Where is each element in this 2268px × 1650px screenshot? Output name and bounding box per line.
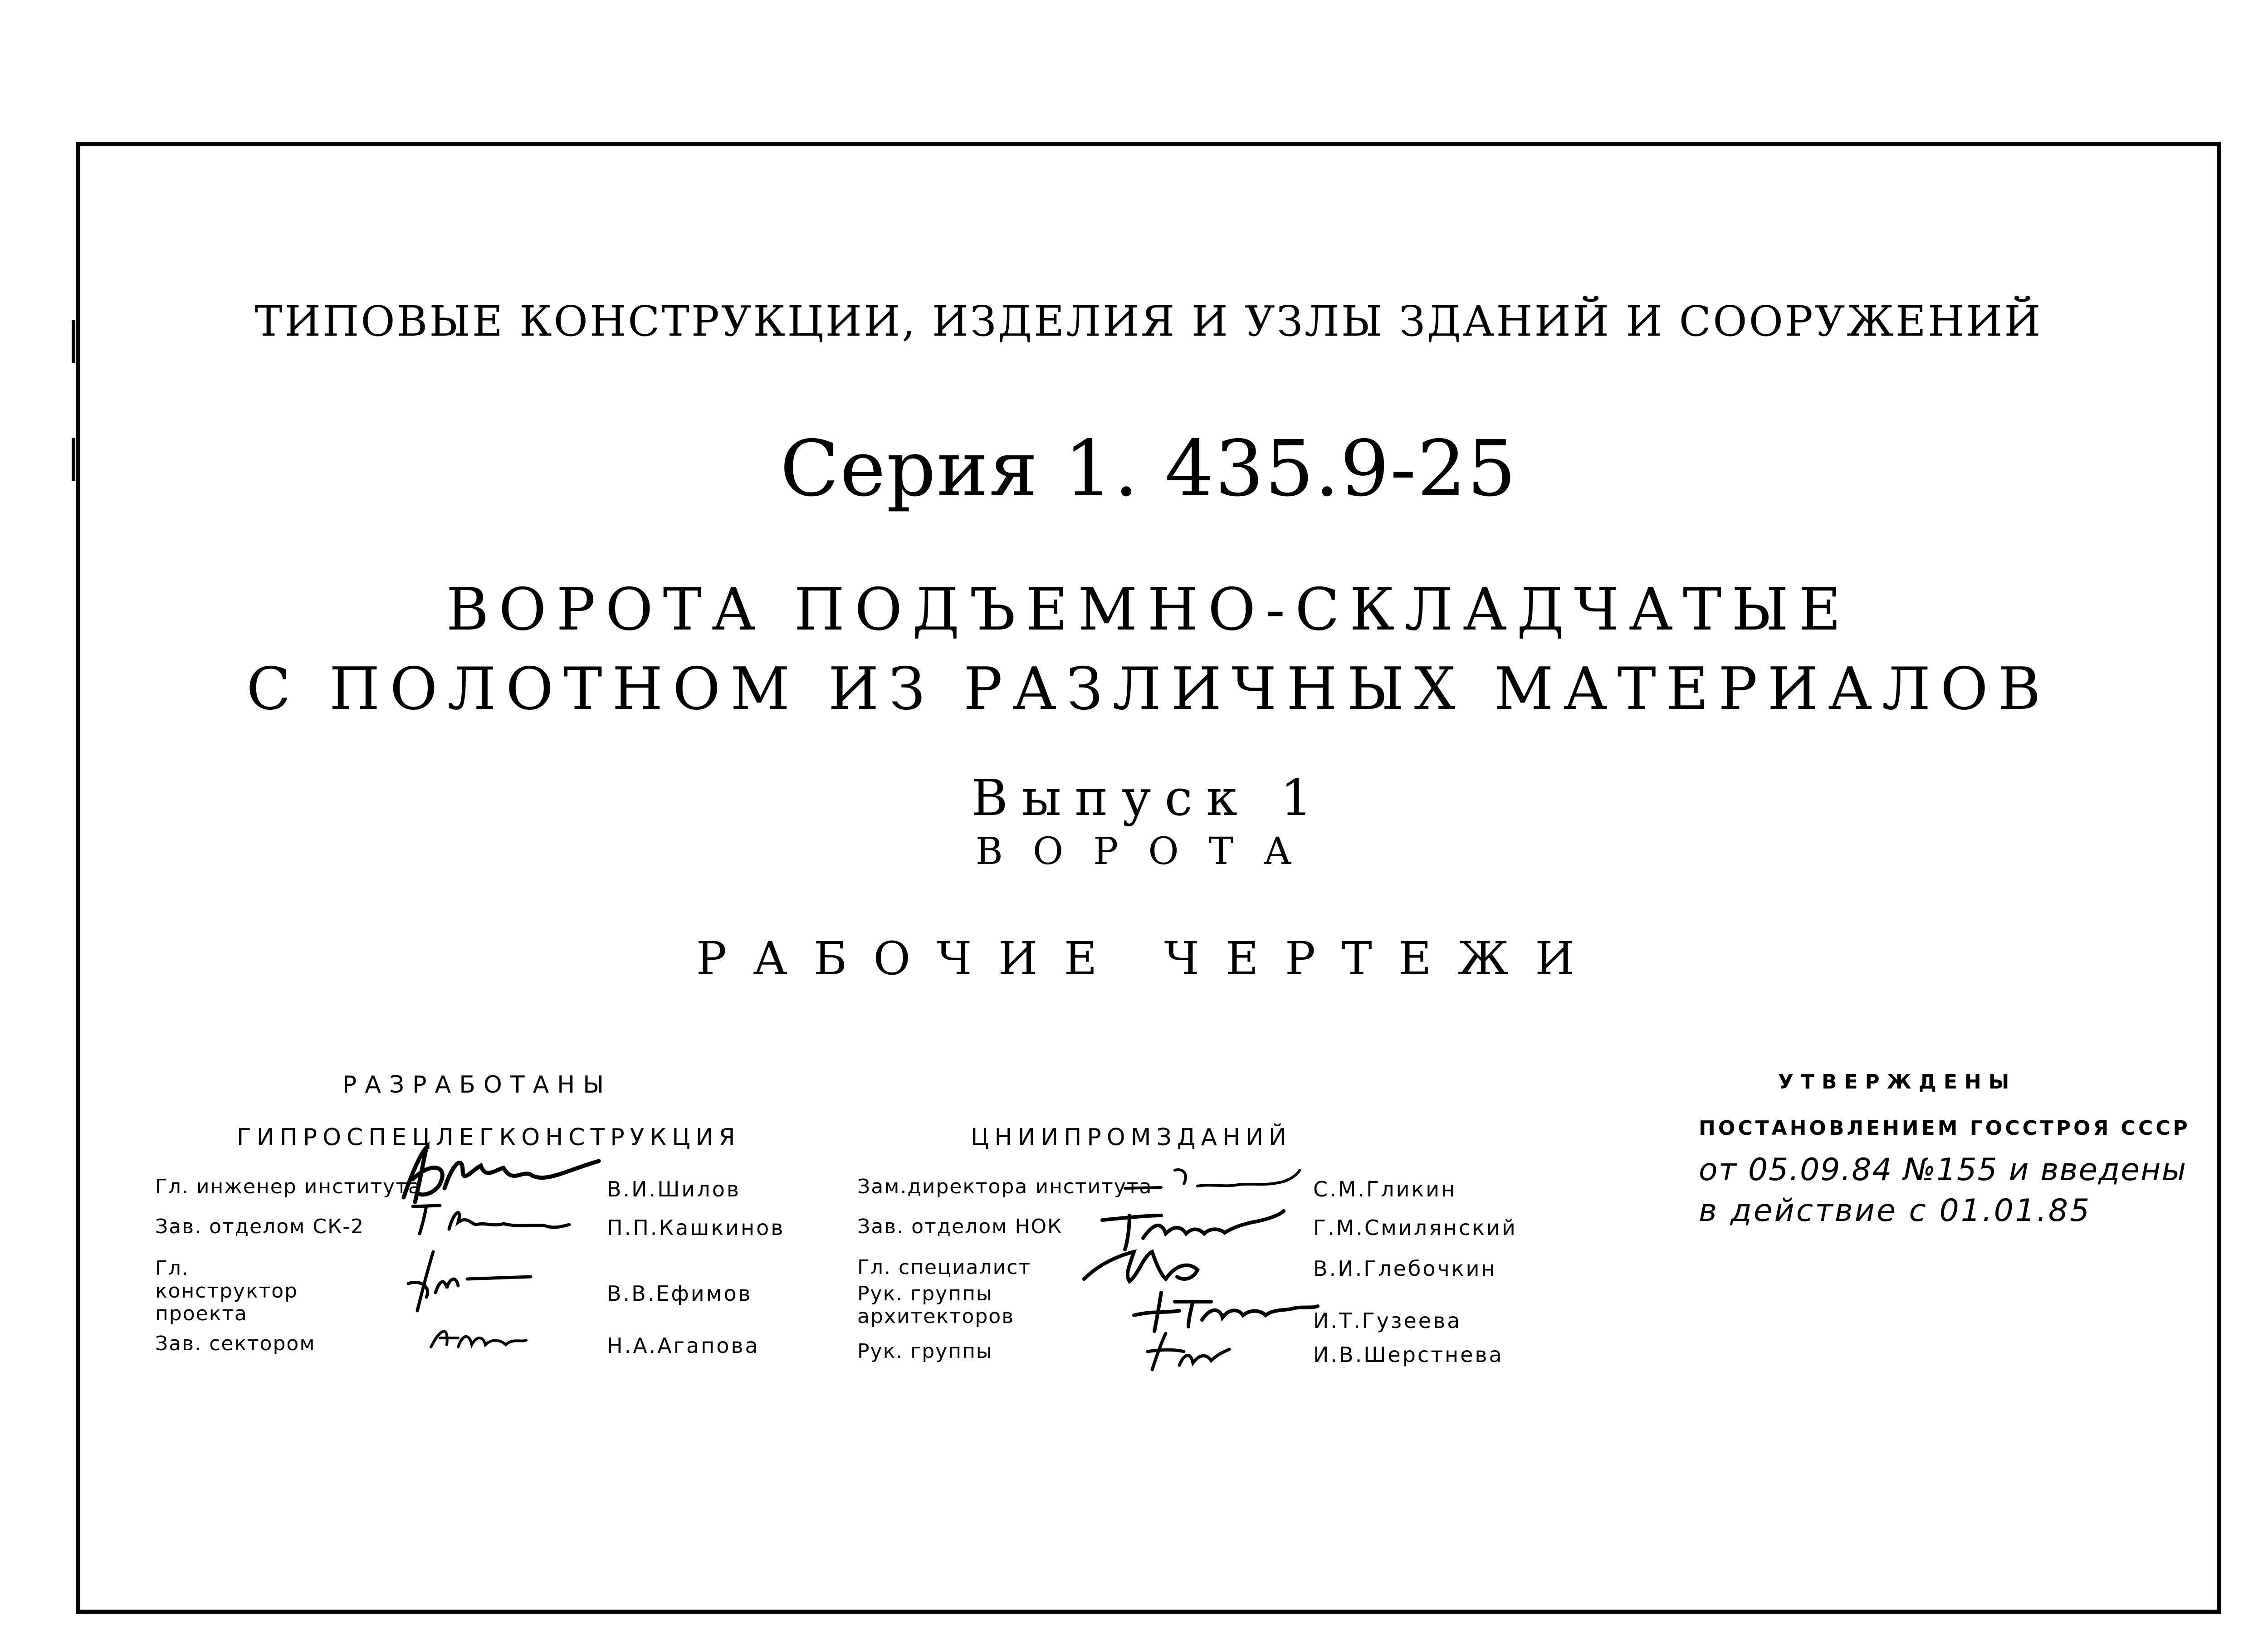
org2-role-1: Зам.директора института <box>857 1175 1153 1198</box>
main-title-line-2: С ПОЛОТНОМ ИЗ РАЗЛИЧНЫХ МАТЕРИАЛОВ <box>246 655 2051 723</box>
org1-name: ГИПРОСПЕЦЛЕГКОНСТРУКЦИЯ <box>237 1124 741 1151</box>
org1-role-2: Зав. отделом СК-2 <box>155 1215 365 1238</box>
approved-heading: УТВЕРЖДЕНЫ <box>1778 1070 2017 1093</box>
signature-guzeeva <box>1129 1284 1320 1333</box>
org2-person-3: В.И.Глебочкин <box>1313 1256 1497 1281</box>
signature-glebochkin <box>1080 1238 1234 1288</box>
approved-date-line: от 05.09.84 №155 и введены <box>1699 1152 2187 1188</box>
developed-heading: РАЗРАБОТАНЫ <box>342 1071 612 1098</box>
org2-role-4: Рук. группы архитекторов <box>857 1282 1015 1328</box>
issue-number: Выпуск 1 <box>971 769 1326 827</box>
org1-role-4: Зав. сектором <box>155 1332 316 1355</box>
org2-role-5: Рук. группы <box>857 1340 993 1363</box>
signature-glikin <box>1120 1161 1302 1202</box>
approved-effective-line: в действие с 01.01.85 <box>1699 1193 2092 1229</box>
org1-role-3: Гл. конструктор проекта <box>155 1257 298 1325</box>
drawing-frame <box>76 142 2221 1614</box>
org1-person-4: Н.А.Агапова <box>607 1333 760 1358</box>
org2-role-3: Гл. специалист <box>857 1256 1031 1279</box>
org1-person-1: В.И.Шилов <box>607 1177 741 1201</box>
collection-title: ТИПОВЫЕ КОНСТРУКЦИИ, ИЗДЕЛИЯ И УЗЛЫ ЗДАНИЙ И СООРУЖЕНИЙ <box>254 297 2043 346</box>
org2-person-4: И.Т.Гузеева <box>1313 1308 1462 1333</box>
signature-agapova <box>426 1320 531 1356</box>
approved-decree: ПОСТАНОВЛЕНИЕМ ГОССТРОЯ СССР <box>1699 1117 2190 1140</box>
signature-sherstneva <box>1143 1329 1234 1374</box>
org1-person-2: П.П.Кашкинов <box>607 1216 785 1240</box>
org2-person-2: Г.М.Смилянский <box>1313 1216 1517 1240</box>
org1-person-3: В.В.Ефимов <box>607 1281 753 1306</box>
series-number: Серия 1. 435.9-25 <box>780 424 1517 514</box>
org2-name: ЦНИИПРОМЗДАНИЙ <box>971 1124 1292 1151</box>
main-title-line-1: ВОРОТА ПОДЪЕМНО-СКЛАДЧАТЫЕ <box>446 576 1851 644</box>
signature-efimov <box>390 1243 535 1315</box>
issue-subject: ВОРОТА <box>975 830 1322 873</box>
org2-person-1: С.М.Гликин <box>1313 1177 1457 1201</box>
org2-person-5: И.В.Шерстнева <box>1313 1342 1504 1367</box>
org1-role-1: Гл. инженер института <box>155 1175 421 1198</box>
document-type: РАБОЧИЕ ЧЕРТЕЖИ <box>696 932 1601 985</box>
org2-role-2: Зав. отделом НОК <box>857 1215 1063 1238</box>
binding-mark-bottom <box>72 438 75 481</box>
signature-kashkinov <box>408 1197 572 1238</box>
binding-mark-top <box>72 320 75 363</box>
